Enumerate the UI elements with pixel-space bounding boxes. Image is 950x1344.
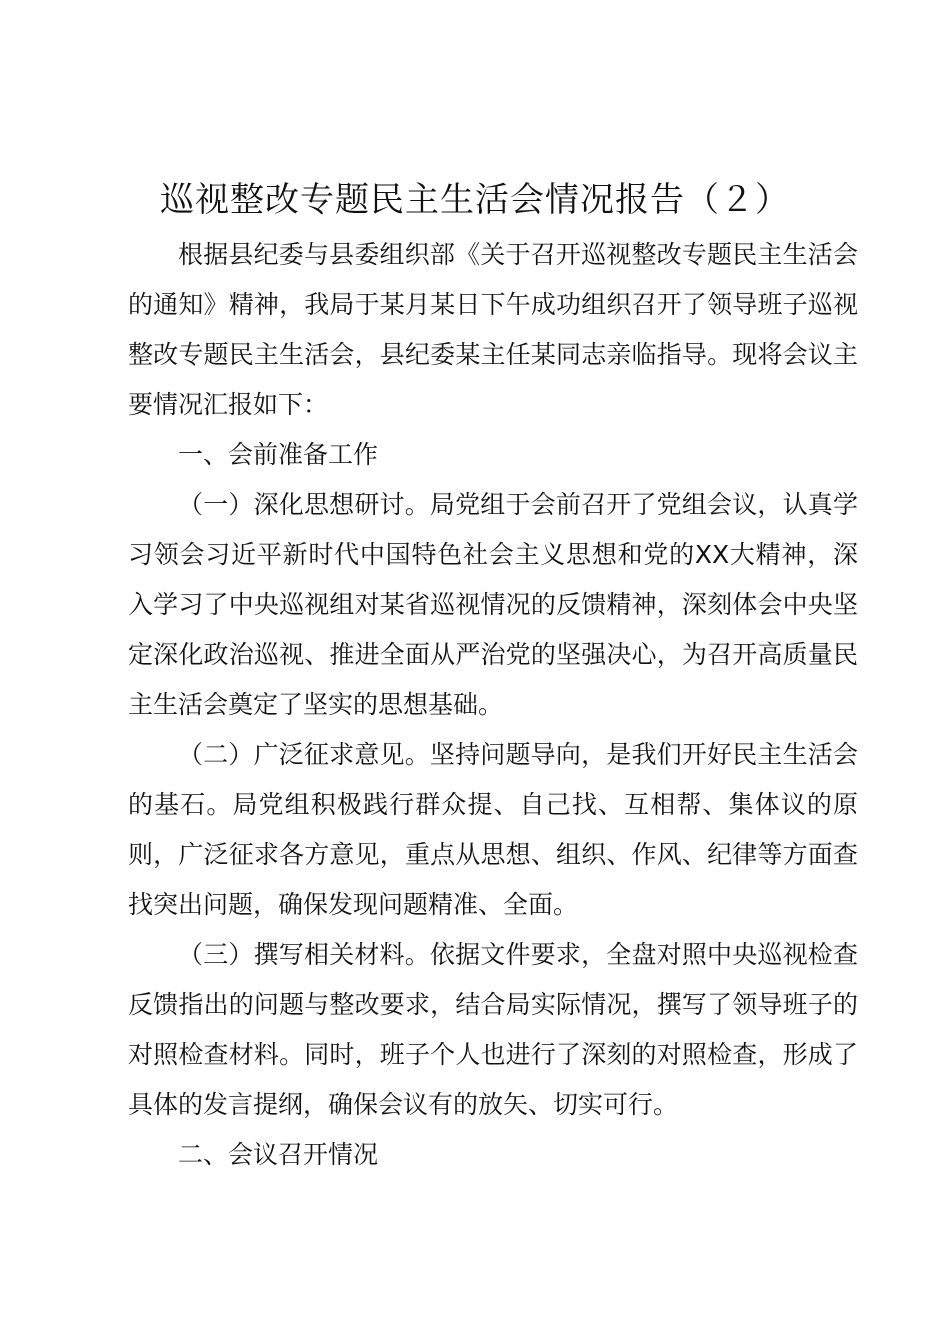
paragraph-1-3: （三）撰写相关材料。依据文件要求，全盘对照中央巡视检查反馈指出的问题与整改要求，结合局实际情况，撰写了领导班子的对照检查材料。同时，班子个人也进行了深刻的对照检查，形成了具体的发言提纲，确保会议有的放矢、切实可行。 [128, 940, 858, 1119]
section-heading-2: 二、会议召开情况 [178, 1140, 379, 1169]
section-heading-1: 一、会前准备工作 [178, 440, 379, 469]
document-body [128, 230, 858, 1180]
paragraph-1-1: （一）深化思想研讨。局党组于会前召开了党组会议，认真学习领会习近平新时代中国特色社会主义思想和党的XX大精神，深入学习了中央巡视组对某省巡视情况的反馈精神，深刻体会中央坚定深化政治巡视、推进全面从严治党的坚强决心，为召开高质量民主生活会奠定了坚实的思想基础。 [128, 490, 858, 719]
paragraph-1-2: （二）广泛征求意见。坚持问题导向，是我们开好民主生活会的基石。局党组积极践行群众提、自己找、互相帮、集体议的原则，广泛征求各方意见，重点从思想、组织、作风、纪律等方面查找突出问题，确保发现问题精准、全面。 [128, 740, 858, 919]
paragraph-intro: 根据县纪委与县委组织部《关于召开巡视整改专题民主生活会的通知》精神，我局于某月某日下午成功组织召开了领导班子巡视整改专题民主生活会，县纪委某主任某同志亲临指导。现将会议主要情况汇报如下： [128, 240, 858, 419]
document-title: 巡视整改专题民主生活会情况报告（２） [160, 180, 790, 220]
